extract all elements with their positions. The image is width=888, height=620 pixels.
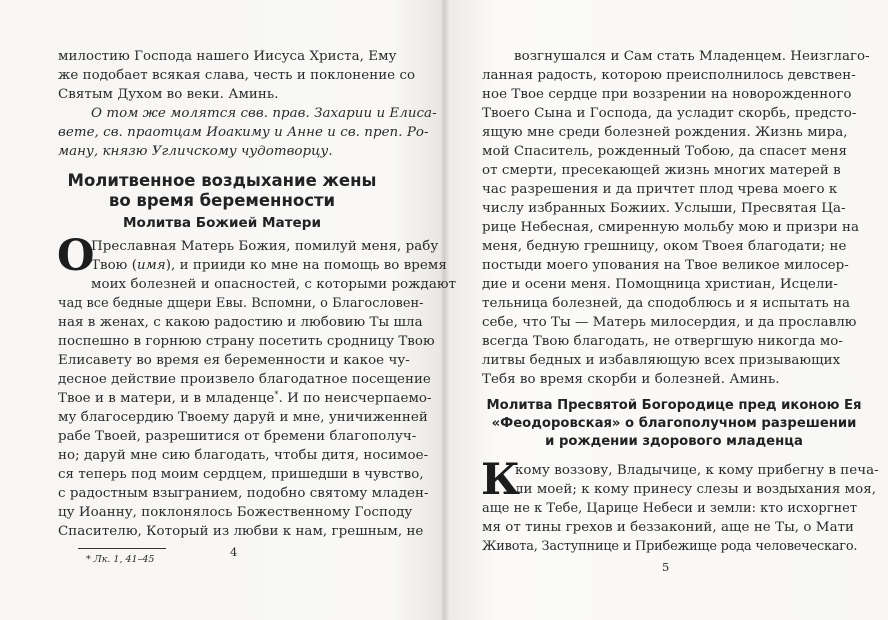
- prayer-line-2: ли моей; к кому принесу слезы и воздыхания моя,: [515, 482, 877, 497]
- right-body-line-18: Тебя во время скорби и болезней. Аминь.: [482, 372, 780, 387]
- body-line-7: Елисавету во время ея беременности и какое чу-: [58, 353, 410, 368]
- heading-line-1: Молитвенное воздыхание жены: [67, 171, 377, 190]
- right-body-line-13: дие и осени меня. Помощница христиан, Исцели-: [482, 277, 838, 292]
- body-line-9-b: . И по неисчерпаемо-: [278, 391, 432, 406]
- body-line-9: [58, 389, 432, 408]
- right-page: [444, 0, 888, 620]
- body-line-15: цу Иоанну, поклонялось Божественному Господу: [58, 505, 413, 520]
- subheading: Молитва Божией Матери: [122, 215, 322, 231]
- drop-cap: О: [57, 231, 95, 281]
- right-body-line-8: час разрешения и да причтет плод чрева моего к: [482, 182, 838, 197]
- body-line-12: но; даруй мне сию благодать, чтобы дитя, носимое-: [58, 448, 429, 463]
- footnote: [86, 554, 154, 565]
- prayer-line-5: Живота, Заступнице и Прибежище рода человеческаго.: [482, 539, 858, 554]
- footnote-text: Лк. 1, 41–45: [93, 554, 155, 565]
- right-body-line-17: литвы бедных и избавляющую всех призывающих: [482, 353, 841, 368]
- prayer-line-3: аще не к Тебе, Царице Небеси и земли: кто исхоргнет: [482, 501, 858, 516]
- right-heading-line-3: и рождении здорового младенца: [545, 434, 803, 449]
- body-line-2: [91, 256, 447, 275]
- heading-line-2: во время беременности: [108, 191, 336, 210]
- right-body-line-4: Твоего Сына и Господа, да усладит скорбь, предсто-: [482, 106, 857, 121]
- right-drop-cap: К: [481, 455, 521, 505]
- footnote-mark: *: [86, 554, 91, 565]
- body-line-8: десное действие произвело благодатное посещение: [58, 372, 431, 387]
- intro-line-3: Святым Духом во веки. Аминь.: [58, 87, 279, 102]
- italic-note-line-1: О том же молятся свв. прав. Захарии и Елиса-: [91, 106, 437, 121]
- right-body-line-12: постыди моего упования на Твое великое милосер-: [482, 258, 849, 273]
- body-line-5: ная в женах, с какою радостию и любовию Ты шла: [58, 315, 423, 330]
- right-body-line-11: меня, бедную грешницу, оком Твоея благодати; не: [482, 239, 847, 254]
- intro-line-2: же подобает всякая слава, честь и поклонение со: [58, 68, 416, 83]
- body-line-9-a: Твое и в матери, и в младенце: [58, 391, 275, 406]
- right-body-line-7: от смерти, пресекающей жизнь многих матерей в: [482, 163, 841, 178]
- right-body-line-14: тельница болезней, да сподоблюсь и я испытать на: [482, 296, 851, 311]
- italic-note-line-2: вете, св. праотцам Иоакиму и Анне и св. преп. Ро-: [58, 125, 429, 140]
- body-line-3: моих болезней и опасностей, с которыми рождают: [91, 277, 457, 292]
- body-line-6: поспешно в горнюю страну посетить сродницу Твою: [58, 334, 435, 349]
- body-line-2-b: ), и прииди ко мне на помощь во время: [165, 258, 447, 273]
- footnote-divider: [78, 548, 166, 549]
- body-line-2-a: Твою (: [91, 258, 137, 273]
- italic-note-line-3: ману, князю Угличскому чудотворцу.: [58, 144, 333, 159]
- right-body-line-16: всегда Твою благодать, не отвергшую никогда мо-: [482, 334, 843, 349]
- right-heading-line-2: «Феодоровская» о благополучном разрешении: [491, 416, 857, 431]
- right-body-line-10: рице Небесная, смиренную мольбу мою и призри на: [482, 220, 860, 235]
- right-body-line-2: ланная радость, которою преисполнилось девствен-: [482, 68, 856, 83]
- page-number-right: 5: [662, 560, 670, 574]
- body-line-10: му благосердию Твоему даруй и мне, уничиженней: [58, 410, 428, 425]
- body-line-14: с радостным взыгранием, подобно святому младен-: [58, 486, 429, 501]
- right-body-line-3: ное Твое сердце при воззрении на новорожденного: [482, 87, 852, 102]
- right-body-line-9: числу избранных Божиих. Услыши, Пресвятая Ца-: [482, 201, 846, 216]
- body-line-1: Преславная Матерь Божия, помилуй меня, рабу: [91, 239, 439, 254]
- body-line-16: Спасителю, Который из любви к нам, грешным, не: [58, 524, 424, 539]
- prayer-line-1: кому воззову, Владычице, к кому прибегну в печа-: [515, 463, 879, 478]
- intro-line-1: милостию Господа нашего Иисуса Христа, Ему: [58, 49, 397, 64]
- body-line-4: чад все бедные дщери Евы. Вспомни, о Благословен-: [58, 296, 424, 311]
- right-heading-line-1: Молитва Пресвятой Богородице пред иконою Ея: [486, 398, 862, 413]
- body-line-13: ся теперь под моим сердцем, пришедши в чувство,: [58, 467, 424, 482]
- right-body-line-1: возгнушался и Сам стать Младенцем. Неизглаго-: [514, 49, 870, 64]
- right-body-line-5: ящую мне среди болезней рождения. Жизнь мира,: [482, 125, 848, 140]
- page-number-left: 4: [230, 545, 238, 559]
- right-body-line-15: себе, что Ты — Матерь милосердия, и да прославлю: [482, 315, 857, 330]
- name-placeholder: имя: [136, 258, 166, 273]
- body-line-11: рабе Твоей, разрешитися от бремени благополуч-: [58, 429, 417, 444]
- footnote-ref: *: [274, 390, 279, 399]
- right-body-line-6: мой Спаситель, рожденный Тобою, да спасет меня: [482, 144, 847, 159]
- prayer-line-4: мя от тины грехов и беззаконий, аще не Ты, о Мати: [482, 520, 855, 535]
